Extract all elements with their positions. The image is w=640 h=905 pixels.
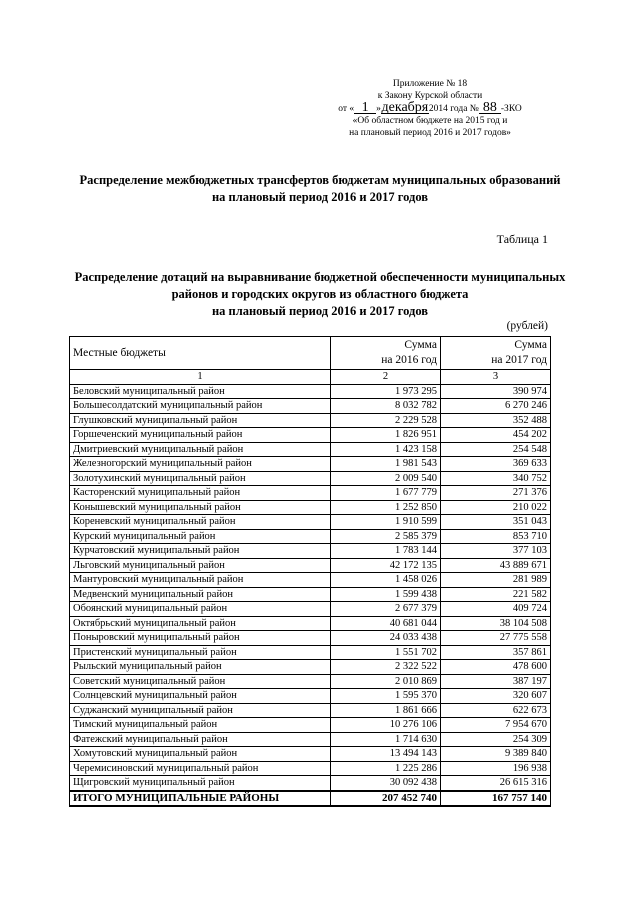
amount-2017: 622 673 [440,703,550,718]
table-row [70,732,551,747]
table-row [70,602,551,617]
district-name: Курчатовский муниципальный район [70,544,331,559]
amount-2016: 1 423 158 [330,442,440,457]
amount-2016: 2 009 540 [330,471,440,486]
units-label: (рублей) [506,320,548,332]
column-number: 2 [330,370,440,385]
district-name: Щигровский муниципальный район [70,776,331,791]
amount-2017: 454 202 [440,428,550,443]
amount-2016: 1 252 850 [330,500,440,515]
amount-2017: 196 938 [440,761,550,776]
document-title: Распределение межбюджетных трансфертов бюджетам муниципальных образований на плановый период 2016 и 2017 годов [79,173,561,204]
district-name: Большесолдатский муниципальный район [70,399,331,414]
column-header-2016: Сумма на 2016 год [330,337,440,370]
amount-2016: 1 910 599 [330,515,440,530]
amount-2017: 271 376 [440,486,550,501]
district-name: Советский муниципальный район [70,674,331,689]
table-row [70,689,551,704]
table-row [70,703,551,718]
table-row [70,471,551,486]
district-name: Глушковский муниципальный район [70,413,331,428]
amount-2017: 352 488 [440,413,550,428]
amount-2016: 40 681 044 [330,616,440,631]
district-name: Солнцевский муниципальный район [70,689,331,704]
amount-2016: 2 585 379 [330,529,440,544]
appendix-law-title-2: на плановый период 2016 и 2017 годов» [349,128,511,138]
district-name: Тимский муниципальный район [70,718,331,733]
table-row [70,587,551,602]
amount-2017: 377 103 [440,544,550,559]
table-row [70,674,551,689]
amount-2016: 1 973 295 [330,384,440,399]
appendix-law: к Закону Курской области [377,91,483,101]
amount-2016: 1 551 702 [330,645,440,660]
district-name: Касторенский муниципальный район [70,486,331,501]
amount-2016: 2 322 522 [330,660,440,675]
amount-2016: 1 225 286 [330,761,440,776]
table-row [70,573,551,588]
amount-2017: 478 600 [440,660,550,675]
amount-2016: 2 229 528 [330,413,440,428]
table-row [70,776,551,791]
table-header-row [70,337,551,370]
district-name: Суджанский муниципальный район [70,703,331,718]
amount-2017: 9 389 840 [440,747,550,762]
table-row [70,761,551,776]
amount-2016: 1 599 438 [330,587,440,602]
amount-2017: 357 861 [440,645,550,660]
amount-2016: 13 494 143 [330,747,440,762]
amount-2017: 390 974 [440,384,550,399]
table-row [70,631,551,646]
district-name: Беловский муниципальный район [70,384,331,399]
amount-2016: 42 172 135 [330,558,440,573]
amount-2016: 24 033 438 [330,631,440,646]
total-2017: 167 757 140 [440,791,550,807]
amount-2016: 1 861 666 [330,703,440,718]
amount-2017: 369 633 [440,457,550,472]
table-row [70,529,551,544]
amount-2017: 6 270 246 [440,399,550,414]
table-row [70,428,551,443]
amount-2016: 1 458 026 [330,573,440,588]
table-row [70,384,551,399]
appendix-law-title-1: «Об областном бюджете на 2015 год и [352,116,508,126]
table-row [70,660,551,675]
amount-2017: 387 197 [440,674,550,689]
district-name: Поныровский муниципальный район [70,631,331,646]
table-row [70,399,551,414]
table-row [70,500,551,515]
table-row [70,413,551,428]
amount-2017: 254 309 [440,732,550,747]
amount-2017: 210 022 [440,500,550,515]
amount-2017: 853 710 [440,529,550,544]
district-name: Конышевский муниципальный район [70,500,331,515]
amount-2017: 38 104 508 [440,616,550,631]
table-row [70,486,551,501]
district-name: Железногорский муниципальный район [70,457,331,472]
column-number: 3 [440,370,550,385]
appendix-month: декабря [381,100,429,115]
table-row [70,747,551,762]
table-title: Распределение дотаций на выравнивание бюджетной обеспеченности муниципальных районов и городских округов из областного бюджета на плановый период 2016 и 2017 годов [74,270,566,318]
district-name: Рыльский муниципальный район [70,660,331,675]
table-row [70,457,551,472]
amount-2017: 43 889 671 [440,558,550,573]
total-2016: 207 452 740 [330,791,440,807]
table-row [70,544,551,559]
amount-2016: 1 826 951 [330,428,440,443]
table-label: Таблица 1 [496,232,548,246]
amount-2017: 409 724 [440,602,550,617]
appendix-day: 1 [354,102,376,114]
district-name: Мантуровский муниципальный район [70,573,331,588]
amount-2017: 351 043 [440,515,550,530]
district-name: Черемисиновский муниципальный район [70,761,331,776]
amount-2016: 1 981 543 [330,457,440,472]
total-label: ИТОГО МУНИЦИПАЛЬНЫЕ РАЙОНЫ [70,791,331,807]
amount-2017: 340 752 [440,471,550,486]
table-row [70,558,551,573]
amount-2017: 281 989 [440,573,550,588]
table-row [70,442,551,457]
district-name: Пристенский муниципальный район [70,645,331,660]
amount-2016: 1 783 144 [330,544,440,559]
district-name: Октябрьский муниципальный район [70,616,331,631]
district-name: Горшеченский муниципальный район [70,428,331,443]
appendix-date-line: от « 1 »декабря2014 года № 88 -ЗКО [338,100,522,115]
district-name: Фатежский муниципальный район [70,732,331,747]
amount-2016: 1 714 630 [330,732,440,747]
column-number-row [70,370,551,385]
column-number: 1 [70,370,331,385]
district-name: Курский муниципальный район [70,529,331,544]
table-row [70,616,551,631]
amount-2016: 30 092 438 [330,776,440,791]
amount-2017: 221 582 [440,587,550,602]
appendix-header [300,78,560,139]
appendix-law-number: 88 [479,102,501,114]
table-row [70,515,551,530]
district-name: Обоянский муниципальный район [70,602,331,617]
subsidies-table [69,336,551,807]
district-name: Хомутовский муниципальный район [70,747,331,762]
amount-2017: 254 548 [440,442,550,457]
amount-2017: 7 954 670 [440,718,550,733]
table-row [70,718,551,733]
table-row [70,645,551,660]
amount-2017: 27 775 558 [440,631,550,646]
amount-2017: 26 615 316 [440,776,550,791]
amount-2016: 1 595 370 [330,689,440,704]
amount-2016: 2 677 379 [330,602,440,617]
column-header-budgets: Местные бюджеты [70,337,331,370]
district-name: Кореневский муниципальный район [70,515,331,530]
amount-2016: 8 032 782 [330,399,440,414]
appendix-number: Приложение № 18 [392,79,468,89]
district-name: Дмитриевский муниципальный район [70,442,331,457]
column-header-2017: Сумма на 2017 год [440,337,550,370]
amount-2017: 320 607 [440,689,550,704]
district-name: Медвенский муниципальный район [70,587,331,602]
district-name: Золотухинский муниципальный район [70,471,331,486]
amount-2016: 1 677 779 [330,486,440,501]
amount-2016: 10 276 106 [330,718,440,733]
amount-2016: 2 010 869 [330,674,440,689]
total-row [70,791,551,807]
district-name: Льговский муниципальный район [70,558,331,573]
